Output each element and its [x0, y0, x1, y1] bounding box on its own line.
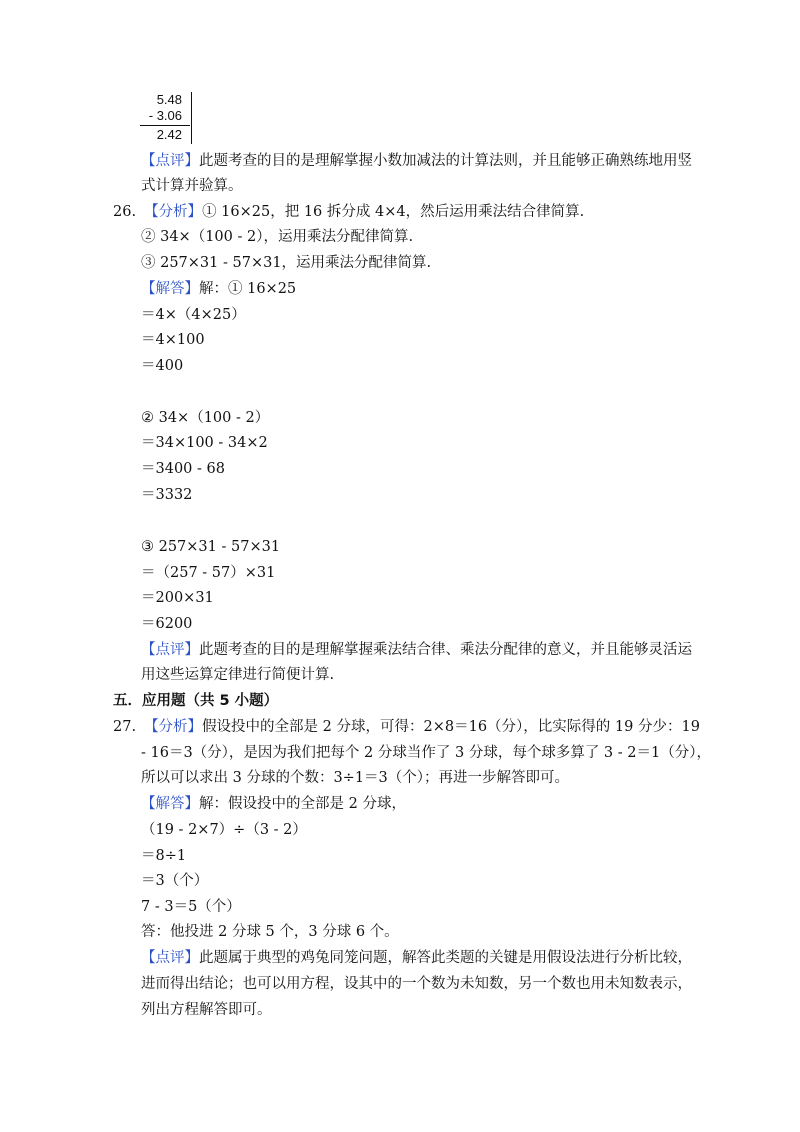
q26-step3-line-4: ＝6200 [141, 616, 193, 632]
q26-step2-line-4: ＝3332 [141, 487, 193, 503]
vertical-calculation [140, 92, 192, 144]
calc-subtrahend: - 3.06 [148, 108, 182, 123]
q26-review-line-1 [141, 640, 692, 660]
question-number: 26. [113, 204, 137, 220]
review-text: 此题考查的目的是理解掌握小数加减法的计算法则，并且能够正确熟练地用竖 [199, 153, 692, 169]
analysis-tag: 【分析】 [144, 204, 203, 220]
q26-step1-line-3: ＝4×100 [141, 332, 205, 348]
q26-step3-line-1: ③ 257×31 - 57×31 [141, 539, 281, 555]
review-tag: 【点评】 [141, 642, 199, 658]
q27-analysis-line-1 [113, 717, 700, 737]
answer-text: 解：假设投中的全部是 2 分球， [199, 796, 406, 812]
q26-answer-line-1 [141, 279, 296, 299]
review-tag: 【点评】 [141, 153, 199, 169]
answer-tag: 【解答】 [141, 281, 199, 297]
q26-step2-line-2: ＝34×100 - 34×2 [141, 435, 268, 451]
calc-divider [191, 92, 192, 144]
q26-step2-line-3: ＝3400 - 68 [141, 461, 225, 477]
question-number: 27. [113, 719, 137, 735]
q25-review-line-1 [141, 151, 692, 171]
calc-top-number: 5.48 [156, 92, 182, 107]
q27-analysis-line-2: - 16＝3（分），是因为我们把每个 2 分球当作了 3 分球，每个球多算了 3 - 2＝1（分）， [141, 745, 711, 761]
q27-answer-line-1 [141, 794, 406, 814]
q26-step3-line-2: ＝（257 - 57）×31 [141, 565, 276, 581]
q26-analysis-line-1 [113, 202, 584, 222]
q27-analysis-line-3: 所以可以求出 3 分球的个数：3÷1＝3（个）；再进一步解答即可。 [141, 770, 570, 786]
review-text: 此题属于典型的鸡兔同笼问题，解答此类题的关键是用假设法进行分析比较， [199, 950, 692, 966]
q27-answer-line-2: （19 - 2×7）÷（3 - 2） [141, 822, 307, 838]
q26-step1-line-2: ＝4×（4×25） [141, 307, 246, 323]
q27-answer-line-3: ＝8÷1 [141, 848, 187, 864]
q26-analysis-line-2: ② 34×（100 - 2），运用乘法分配律简算. [141, 229, 414, 245]
section-title: 五．应用题（共 5 小题） [113, 693, 279, 709]
analysis-text: 假设投中的全部是 2 分球，可得：2×8＝16（分），比实际得的 19 分少：19 [202, 719, 700, 735]
calc-rule [140, 125, 190, 126]
review-tag: 【点评】 [141, 950, 199, 966]
calc-result: 2.42 [156, 127, 182, 142]
analysis-text: ① 16×25，把 16 拆分成 4×4，然后运用乘法结合律简算. [202, 204, 585, 220]
q25-review-line-2: 式计算并验算。 [141, 178, 243, 194]
q26-review-line-2: 用这些运算定律进行简便计算. [141, 667, 335, 683]
analysis-tag: 【分析】 [144, 719, 203, 735]
answer-text: 解：① 16×25 [199, 281, 297, 297]
review-text: 此题考查的目的是理解掌握乘法结合律、乘法分配律的意义，并且能够灵活运 [199, 642, 692, 658]
q27-answer-line-4: ＝3（个） [141, 873, 209, 889]
q27-review-line-1 [141, 948, 692, 968]
q27-review-line-3: 列出方程解答即可。 [141, 1002, 272, 1018]
q26-analysis-line-3: ③ 257×31 - 57×31，运用乘法分配律简算. [141, 255, 432, 271]
q27-answer-line-6: 答：他投进 2 分球 5 个，3 分球 6 个。 [141, 924, 399, 940]
q26-step3-line-3: ＝200×31 [141, 590, 214, 606]
q26-step1-line-4: ＝400 [141, 358, 184, 374]
q26-step2-line-1: ② 34×（100 - 2） [141, 410, 270, 426]
answer-tag: 【解答】 [141, 796, 199, 812]
q27-answer-line-5: 7 - 3＝5（个） [141, 899, 241, 915]
q27-review-line-2: 进而得出结论；也可以用方程，设其中的一个数为未知数，另一个数也用未知数表示， [141, 976, 692, 992]
